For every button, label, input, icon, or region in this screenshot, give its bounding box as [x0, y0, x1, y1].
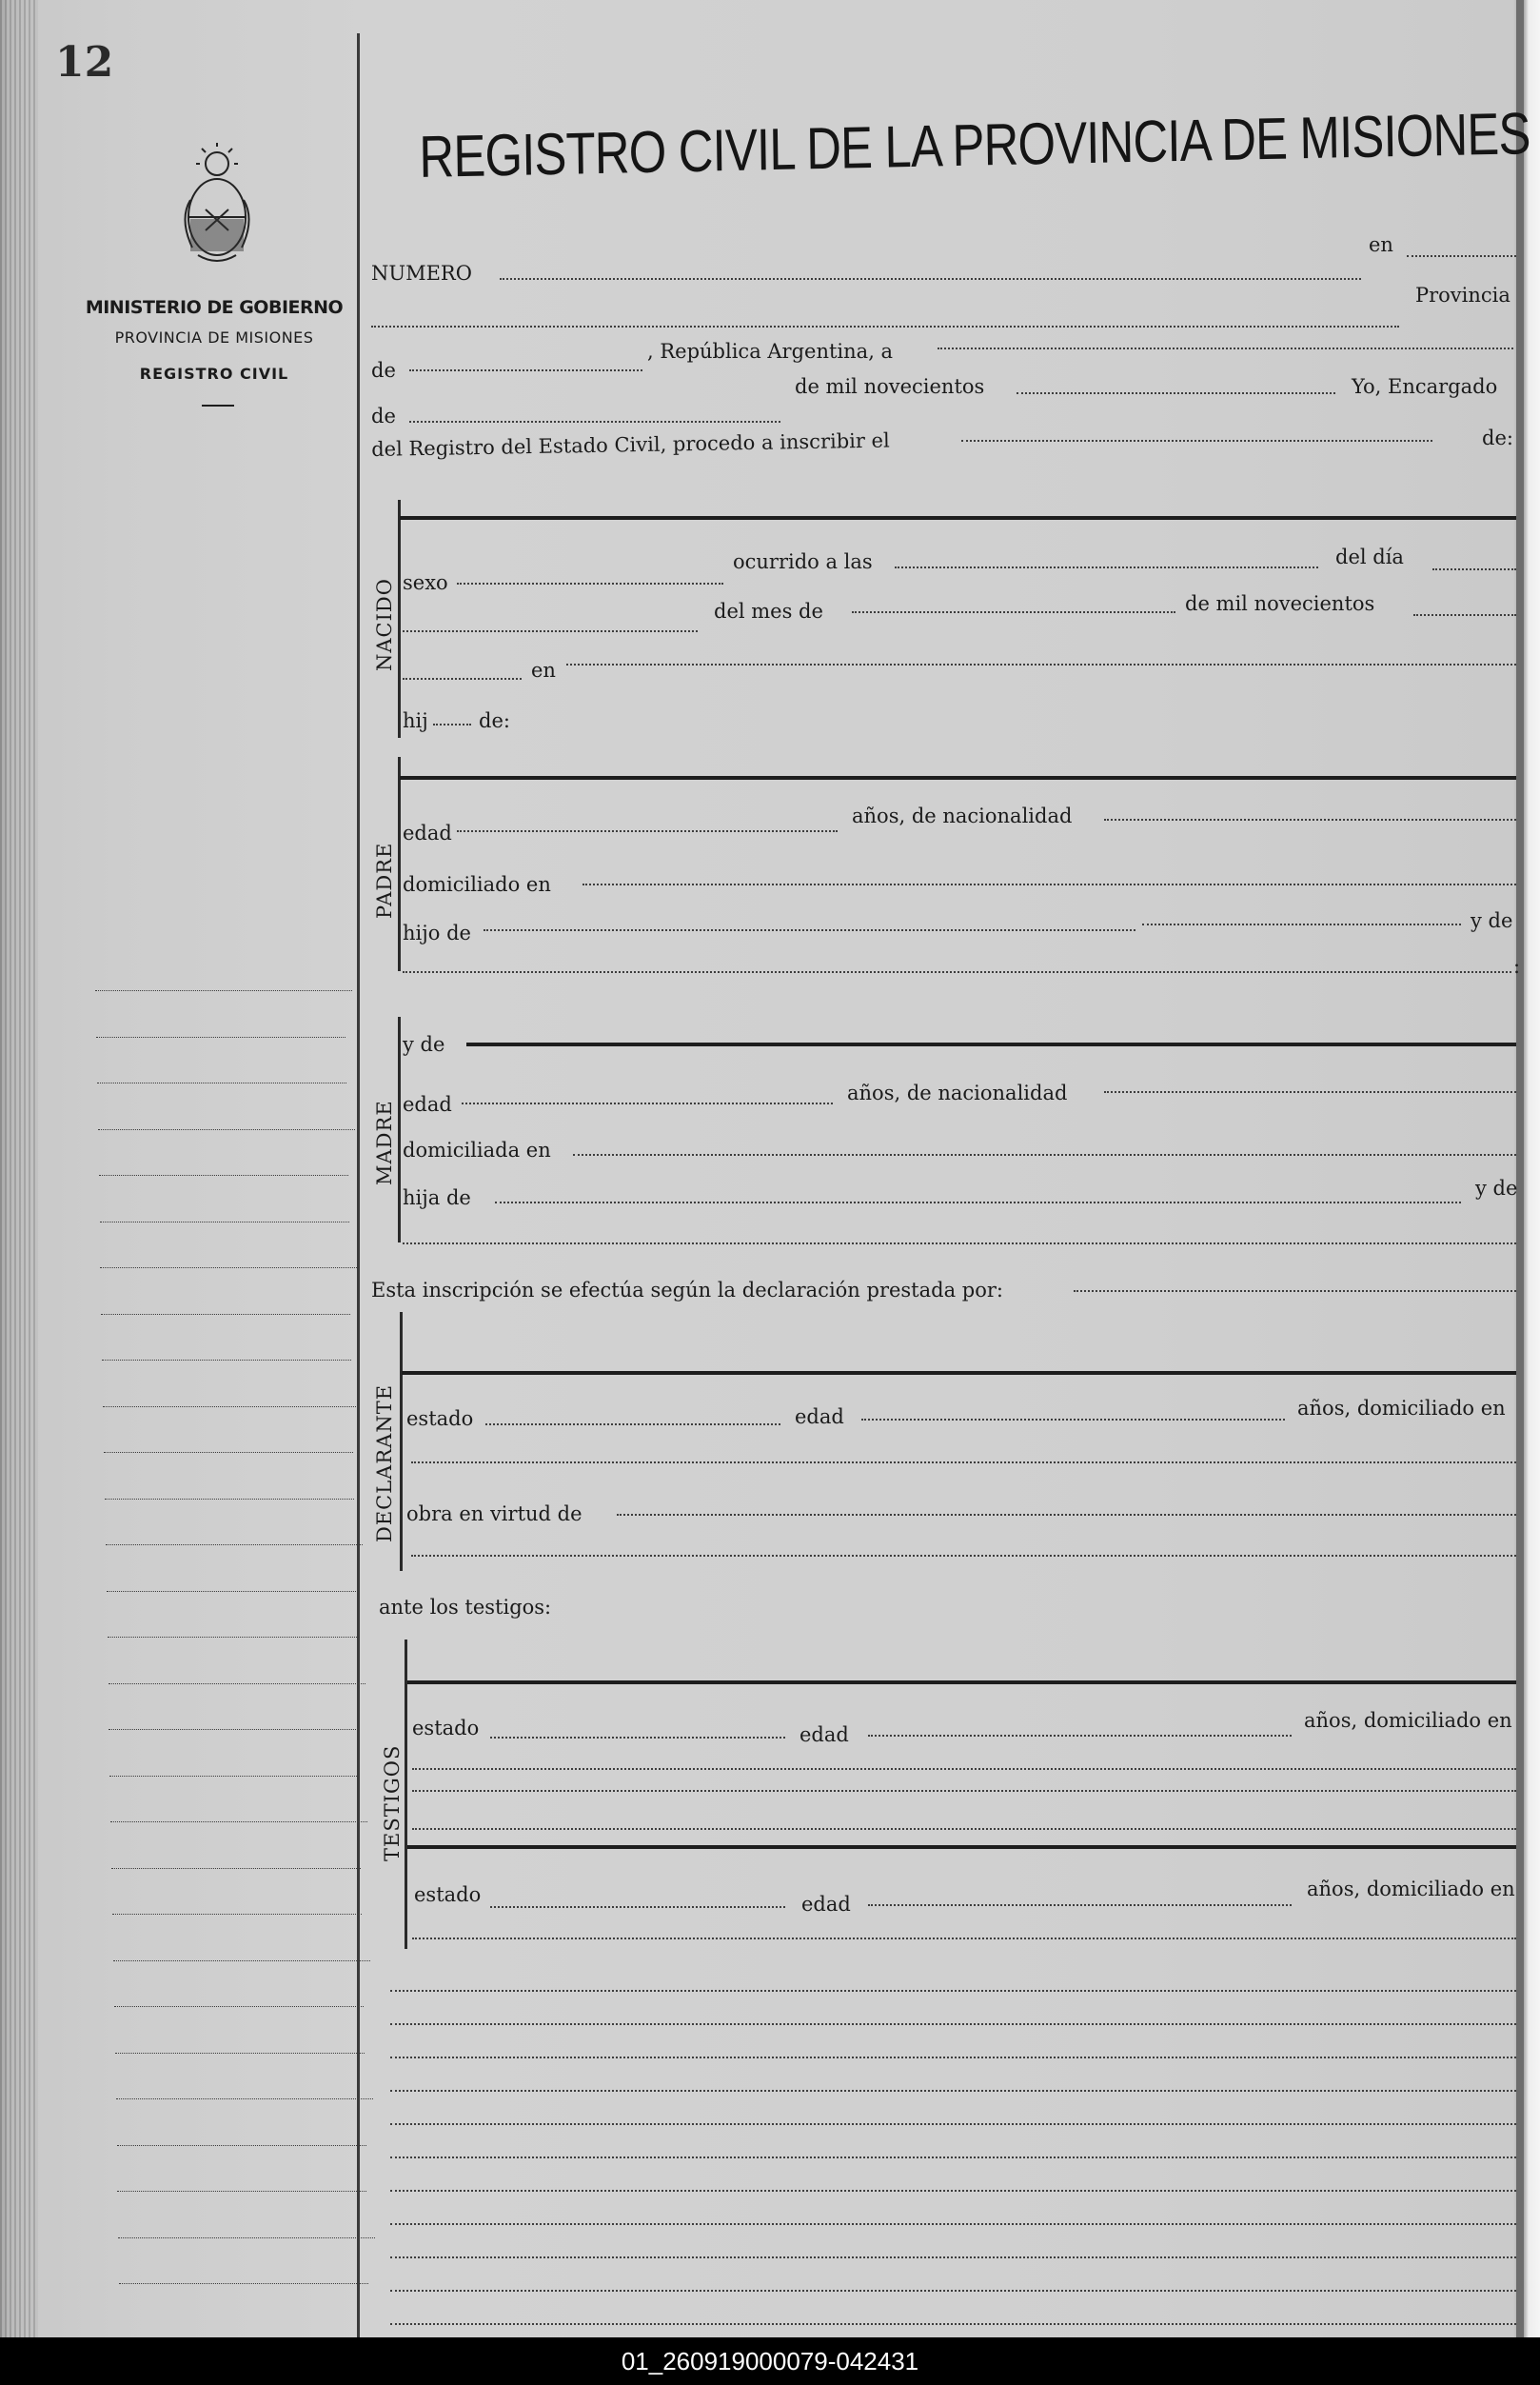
fill-line — [495, 1202, 1461, 1203]
coat-of-arms-icon — [169, 143, 265, 276]
del-dia-label: del día — [1335, 546, 1404, 568]
fill-line — [485, 1423, 780, 1425]
margin-line — [106, 1544, 363, 1545]
margin-line — [103, 1406, 360, 1407]
madre-domiciliada-label: domiciliada en — [403, 1139, 551, 1162]
declarante-obra-label: obra en virtud de — [406, 1502, 582, 1525]
padre-hijo-de-label: hijo de — [403, 922, 471, 944]
margin-line — [110, 1821, 367, 1822]
fill-line — [861, 1419, 1285, 1421]
fill-line — [403, 630, 698, 632]
margin-line — [102, 1360, 351, 1361]
hij-label: hij — [403, 709, 428, 732]
section-rule — [402, 1371, 1516, 1375]
declarante-estado-label: estado — [406, 1407, 474, 1430]
fill-line — [961, 440, 1432, 442]
margin-line — [116, 2098, 373, 2099]
scan-id-footer: 01_260919000079-042431 — [0, 2337, 1540, 2385]
fill-line — [484, 929, 1135, 931]
page-number: 12 — [55, 38, 114, 87]
fill-line — [403, 1242, 1516, 1244]
margin-line — [109, 1729, 358, 1730]
testigos-bracket — [405, 1640, 407, 1949]
de-label-2: de — [371, 405, 396, 427]
fill-line — [403, 678, 522, 680]
fill-line — [409, 369, 642, 371]
fill-line — [573, 1154, 1516, 1156]
fill-line — [390, 2323, 1516, 2325]
testigo2-edad-label: edad — [801, 1893, 851, 1916]
fill-line — [390, 2090, 1516, 2092]
section-rule — [407, 1845, 1516, 1849]
ministry-underline — [202, 405, 234, 407]
fill-line — [1413, 614, 1516, 616]
testigo1-edad-label: edad — [800, 1723, 849, 1746]
fill-line — [582, 884, 1516, 885]
fill-line — [412, 1790, 1516, 1792]
section-rule — [407, 1680, 1516, 1684]
fill-line — [403, 971, 1511, 973]
fill-line — [1432, 568, 1516, 570]
fill-line — [1104, 819, 1516, 821]
ministry-registry: REGISTRO CIVIL — [139, 365, 289, 383]
ministry-province: PROVINCIA DE MISIONES — [114, 328, 314, 347]
ante-testigos-label: ante los testigos: — [379, 1596, 552, 1619]
fill-line — [390, 2190, 1516, 2192]
margin-line — [117, 2145, 366, 2146]
margin-line — [114, 2006, 364, 2007]
numero-label: NUMERO — [371, 262, 472, 285]
margin-line — [101, 1314, 350, 1315]
madre-hija-de-label: hija de — [403, 1186, 471, 1209]
fill-line — [390, 2057, 1516, 2058]
fill-line — [433, 724, 471, 725]
margin-line — [115, 2053, 365, 2054]
fill-line — [500, 278, 1361, 280]
ocurrido-label: ocurrido a las — [733, 550, 873, 573]
fill-line — [371, 326, 1399, 328]
fill-line — [1074, 1290, 1516, 1292]
sexo-label: sexo — [403, 571, 448, 594]
margin-line — [118, 2237, 375, 2238]
page-edge-stack — [0, 0, 38, 2337]
declarante-domicilio-label: años, domiciliado en — [1297, 1397, 1506, 1420]
margin-line — [108, 1637, 357, 1638]
padre-edad-label: edad — [403, 822, 452, 845]
testigo2-estado-label: estado — [414, 1883, 482, 1906]
margin-line — [95, 990, 352, 991]
ministry-name: MINISTERIO DE GOBIERNO — [85, 297, 344, 318]
testigo1-estado-label: estado — [412, 1717, 480, 1739]
fill-line — [895, 566, 1318, 568]
nacido-bracket — [398, 500, 401, 738]
margin-line — [109, 1683, 365, 1684]
page-title: REGISTRO CIVIL DE LA PROVINCIA DE MISIONES — [419, 101, 1531, 190]
padre-domiciliado-label: domiciliado en — [403, 873, 551, 896]
mil-novecientos-label: de mil novecientos — [795, 375, 985, 398]
madre-y-de-top-label: y de — [403, 1033, 445, 1056]
padre-colon: : — [1513, 955, 1521, 978]
fill-line — [1104, 1091, 1516, 1093]
del-mes-label: del mes de — [714, 600, 823, 623]
fill-line — [938, 348, 1513, 349]
section-rule — [466, 1043, 1516, 1046]
hij-de-label: de: — [479, 709, 510, 732]
testigo2-domicilio-label: años, domiciliado en — [1307, 1878, 1515, 1900]
fill-line — [1017, 392, 1335, 394]
nacido-en-label: en — [531, 659, 556, 682]
nacido-label: NACIDO — [373, 578, 396, 671]
nacido-mil-novecientos-label: de mil novecientos — [1185, 592, 1375, 615]
margin-line — [119, 2283, 368, 2284]
testigo1-domicilio-label: años, domiciliado en — [1304, 1709, 1512, 1732]
yo-encargado-label: Yo, Encargado — [1352, 375, 1498, 398]
padre-label: PADRE — [373, 842, 396, 919]
fill-line — [390, 2156, 1516, 2158]
fill-line — [1142, 924, 1461, 925]
margin-line — [113, 1960, 370, 1961]
testigos-label: TESTIGOS — [381, 1744, 404, 1861]
padre-nacionalidad-label: años, de nacionalidad — [852, 805, 1073, 827]
madre-label: MADRE — [373, 1100, 396, 1185]
binding-shadow — [1516, 0, 1524, 2337]
madre-bracket — [398, 1017, 401, 1242]
declarante-edad-label: edad — [795, 1405, 844, 1428]
margin-line — [107, 1591, 356, 1592]
fill-line — [462, 1103, 833, 1104]
fill-line — [412, 1938, 1516, 1939]
fill-line — [566, 664, 1516, 666]
provincia-label: Provincia — [1415, 284, 1510, 307]
margin-line — [117, 2191, 366, 2192]
fill-line — [411, 1461, 1516, 1463]
section-rule — [400, 776, 1516, 780]
fill-line — [490, 1737, 785, 1739]
fill-line — [868, 1904, 1292, 1906]
declarante-label: DECLARANTE — [373, 1383, 396, 1542]
madre-nacionalidad-label: años, de nacionalidad — [847, 1082, 1068, 1104]
fill-line — [490, 1906, 785, 1908]
republica-label: , República Argentina, a — [647, 340, 894, 363]
fill-line — [409, 421, 780, 423]
margin-line — [109, 1776, 359, 1777]
fill-line — [412, 1768, 1516, 1770]
fill-line — [412, 1828, 1516, 1830]
margin-line — [112, 1914, 362, 1915]
fill-line — [868, 1735, 1292, 1737]
fill-line — [390, 2223, 1516, 2225]
fill-line — [411, 1555, 1516, 1557]
madre-y-de-label: y de — [1475, 1177, 1518, 1200]
padre-bracket — [398, 757, 401, 971]
del-registro-label: del Registro del Estado Civil, procedo a inscribir el — [371, 428, 890, 461]
fill-line — [1407, 255, 1516, 257]
margin-line — [111, 1868, 361, 1869]
de-label-1: de — [371, 359, 396, 382]
margin-line — [104, 1452, 353, 1453]
margin-line — [100, 1267, 357, 1268]
fill-line — [390, 2256, 1516, 2258]
fill-line — [852, 611, 1175, 613]
fill-line — [390, 2123, 1516, 2125]
margin-line — [98, 1129, 355, 1130]
declarante-bracket — [400, 1312, 403, 1571]
margin-line — [96, 1037, 346, 1038]
margin-line — [99, 1175, 348, 1176]
madre-edad-label: edad — [403, 1093, 452, 1116]
fill-line — [617, 1514, 1516, 1516]
padre-y-de-label: y de — [1471, 909, 1513, 932]
fill-line — [390, 2290, 1516, 2292]
fill-line — [457, 830, 838, 832]
de-colon-label: de: — [1482, 427, 1513, 449]
fill-line — [457, 583, 723, 585]
en-label: en — [1369, 233, 1393, 256]
margin-line — [105, 1499, 354, 1500]
inscripcion-label: Esta inscripción se efectúa según la declaración prestada por: — [371, 1279, 1003, 1302]
fill-line — [390, 2023, 1516, 2025]
section-rule — [400, 516, 1516, 520]
fill-line — [390, 1990, 1516, 1992]
